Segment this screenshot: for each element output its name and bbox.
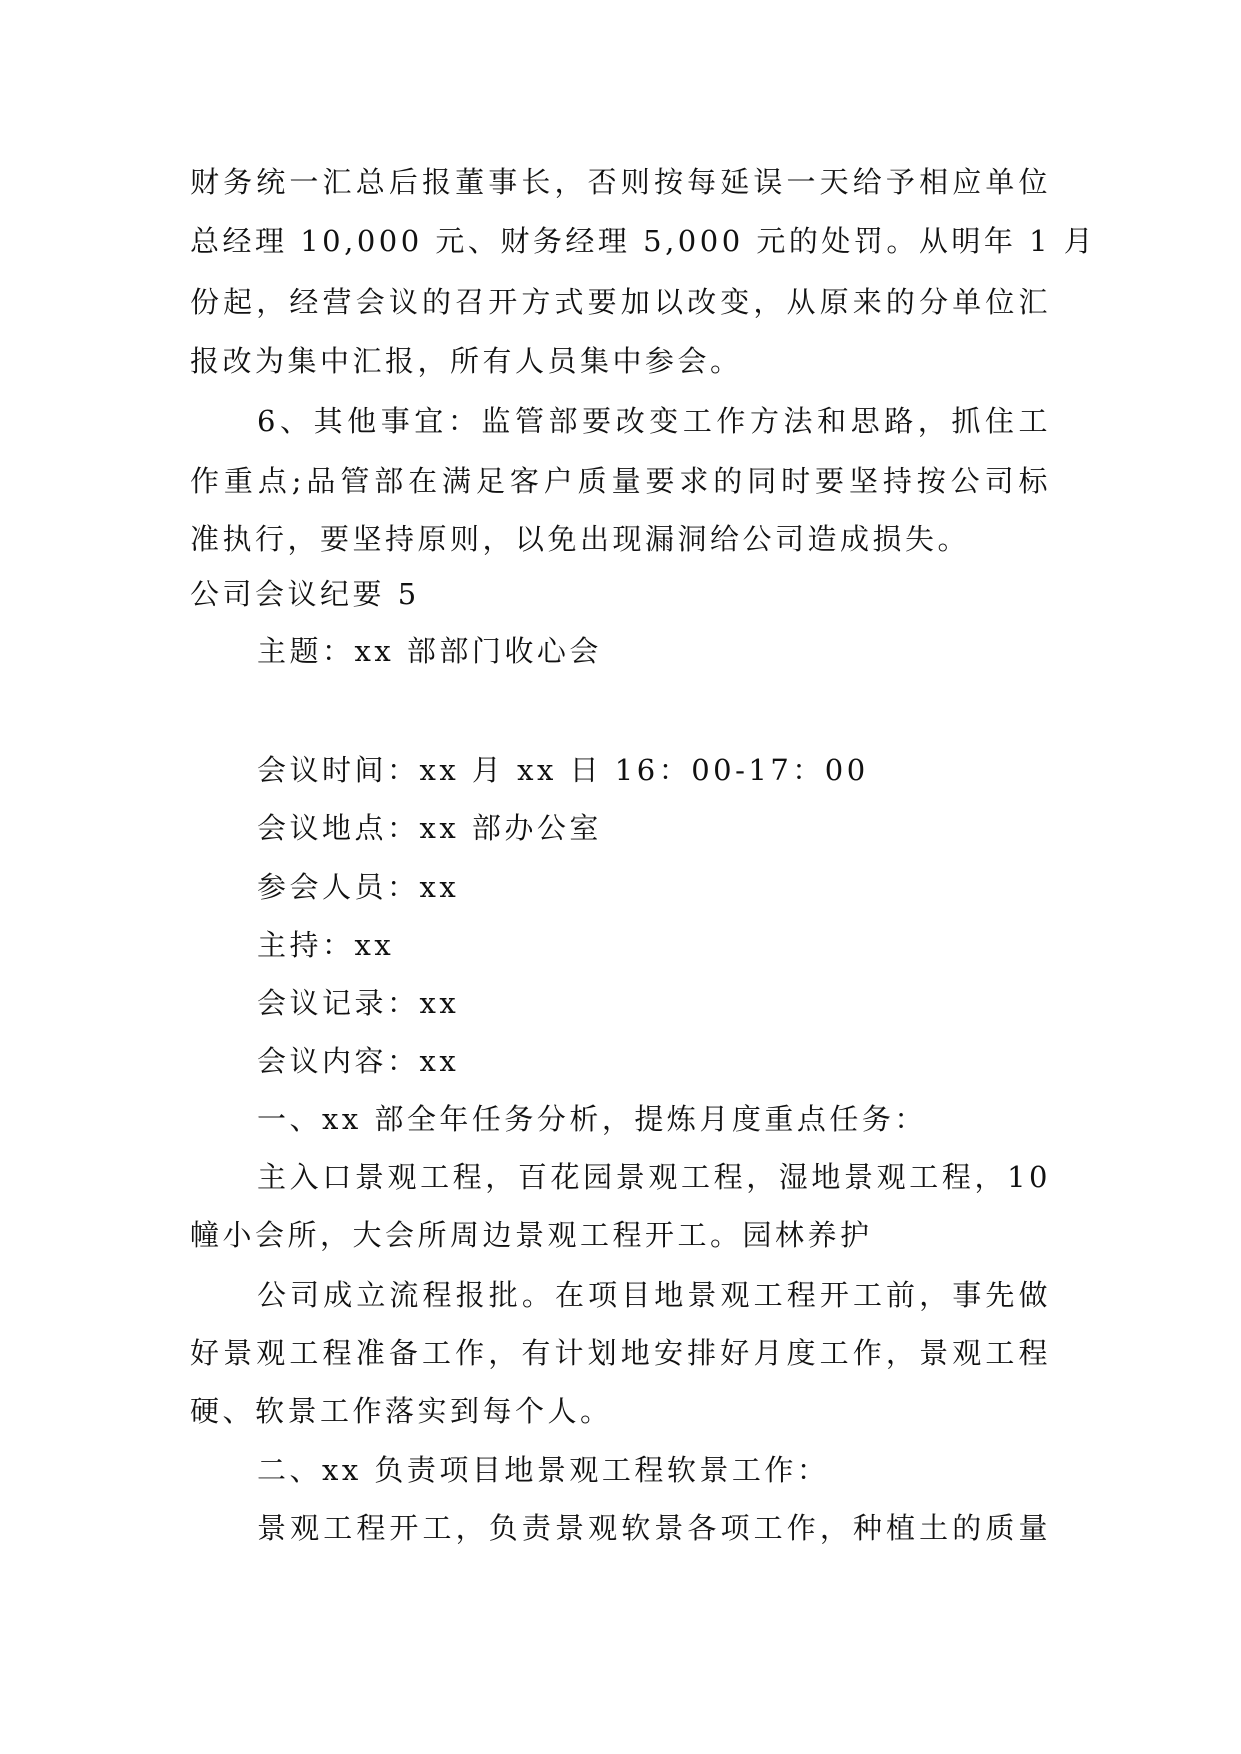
- part-heading: 一、xx 部全年任务分析，提炼月度重点任务：: [257, 1102, 927, 1136]
- paragraph-line: 主入口景观工程，百花园景观工程，湿地景观工程，10: [257, 1160, 1051, 1194]
- paragraph-line: 作重点;品管部在满足客户质量要求的同时要坚持按公司标: [190, 464, 1051, 498]
- meeting-time: 会议时间：xx 月 xx 日 16：00-17：00: [257, 753, 869, 787]
- paragraph-line: 6、其他事宜：监管部要改变工作方法和思路，抓住工: [257, 404, 1051, 438]
- section-title: 公司会议纪要 5: [190, 577, 420, 611]
- paragraph-line: 财务统一汇总后报董事长，否则按每延误一天给予相应单位: [190, 165, 1051, 199]
- paragraph-line: 公司成立流程报批。在项目地景观工程开工前，事先做: [257, 1278, 1051, 1312]
- paragraph-line: 总经理 10,000 元、财务经理 5,000 元的处罚。从明年 1 月: [190, 224, 1097, 258]
- part-heading: 二、xx 负责项目地景观工程软景工作：: [257, 1453, 830, 1487]
- paragraph-line: 景观工程开工，负责景观软景各项工作，种植土的质量: [257, 1511, 1051, 1545]
- meeting-recorder: 会议记录：xx: [257, 986, 460, 1020]
- paragraph-line: 硬、软景工作落实到每个人。: [190, 1394, 613, 1428]
- paragraph-line: 幢小会所，大会所周边景观工程开工。园林养护: [190, 1218, 873, 1252]
- meeting-attendees: 参会人员：xx: [257, 870, 460, 904]
- paragraph-line: 准执行，要坚持原则，以免出现漏洞给公司造成损失。: [190, 522, 971, 556]
- meeting-content: 会议内容：xx: [257, 1044, 460, 1078]
- paragraph-line: 好景观工程准备工作，有计划地安排好月度工作，景观工程: [190, 1336, 1051, 1370]
- meeting-host: 主持：xx: [257, 928, 395, 962]
- meeting-subject: 主题：xx 部部门收心会: [257, 634, 602, 668]
- meeting-location: 会议地点：xx 部办公室: [257, 811, 602, 845]
- paragraph-line: 报改为集中汇报，所有人员集中参会。: [190, 344, 743, 378]
- paragraph-line: 份起，经营会议的召开方式要加以改变，从原来的分单位汇: [190, 285, 1051, 319]
